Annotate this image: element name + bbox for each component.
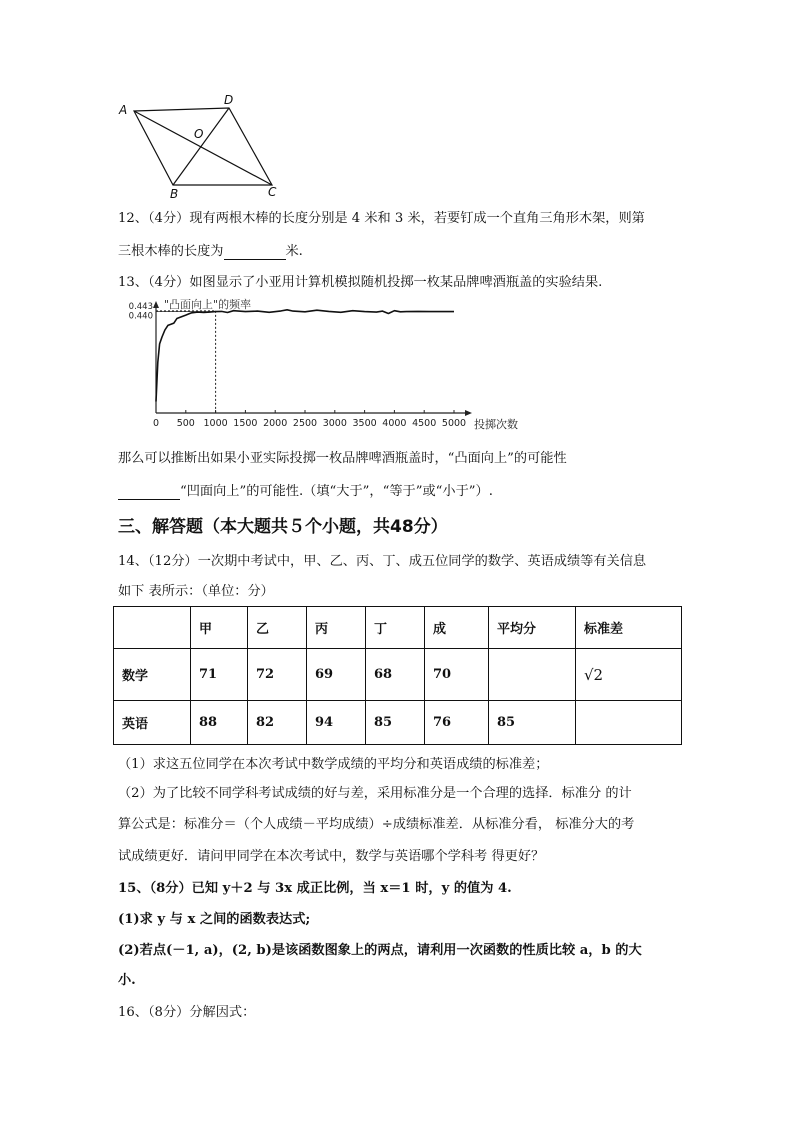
table-header-row [114, 607, 682, 649]
q12-line2-pre: 三根木棒的长度为 [118, 244, 224, 259]
table-header-cell: 平均分 [489, 607, 576, 649]
q13-line3 [118, 480, 493, 500]
table-cell: 94 [307, 701, 366, 745]
q13-line2: 那么可以推断出如果小亚实际投掷一枚品牌啤酒瓶盖时，“凸面向上”的可能性 [118, 451, 567, 466]
table-header-cell: 丙 [307, 607, 366, 649]
table-cell [576, 701, 682, 745]
y-tick-label: 0.440 [128, 311, 153, 322]
y-tick-label: 0.443 [128, 301, 153, 312]
table-cell: 85 [489, 701, 576, 745]
q15-line1: 15、（8分）已知 y＋2 与 3x 成正比例，当 x＝1 时，y 的值为 4. [118, 881, 512, 896]
score-table [113, 606, 682, 745]
x-tick-label: 2500 [292, 418, 318, 429]
table-cell: 71 [191, 649, 248, 701]
table-cell: 76 [425, 701, 489, 745]
label-o: O [194, 127, 204, 141]
q15-line4: 小. [118, 973, 136, 988]
label-d: D [224, 93, 234, 107]
q14-part2-line3: 试成绩更好．请问甲同学在本次考试中，数学与英语哪个学科考 得更好？ [118, 849, 545, 864]
table-cell: 72 [248, 649, 307, 701]
q14-part1: （1）求这五位同学在本次考试中数学成绩的平均分和英语成绩的标准差； [118, 757, 549, 772]
label-c: C [268, 185, 277, 199]
parallelogram-figure [115, 90, 285, 202]
x-tick-label: 2000 [263, 418, 288, 429]
x-tick-label: 4000 [382, 418, 407, 429]
table-header-cell [114, 607, 191, 649]
q12-line1: 12、（4分）现有两根木棒的长度分别是 4 米和 3 米，若要钉成一个直角三角形木架，则第 [118, 211, 645, 226]
section-title: 三、解答题（本大题共５个小题，共48分） [118, 517, 448, 537]
table-cell: 88 [191, 701, 248, 745]
q14-part2-line2: 算公式是：标准分＝（个人成绩－平均成绩）÷成绩标准差．从标准分看， 标准分大的考 [118, 817, 635, 832]
q15-line2: (1)求 y 与 x 之间的函数表达式; [118, 912, 311, 927]
q14-line2: 如下 表所示：（单位：分） [118, 584, 274, 599]
q14-line1: 14、（12分）一次期中考试中，甲、乙、丙、丁、成五位同学的数学、英语成绩等有关信息 [118, 554, 647, 569]
q16-line1: 16、（8分）分解因式： [118, 1005, 256, 1020]
x-tick-label: 4500 [412, 418, 437, 429]
x-tick-label: 5000 [441, 418, 467, 429]
table-cell: 数学 [114, 649, 191, 701]
x-tick-label: 3500 [352, 418, 377, 429]
table-header-cell: 标准差 [576, 607, 682, 649]
q13-line1: 13、（4分）如图显示了小亚用计算机模拟随机投掷一枚某品牌啤酒瓶盖的实验结果. [118, 275, 603, 290]
table-row-english [114, 701, 682, 745]
q12-answer-blank[interactable] [224, 244, 286, 260]
chart-title: "凸面向上"的频率 [164, 298, 252, 311]
table-cell: 68 [366, 649, 425, 701]
table-cell: 82 [248, 701, 307, 745]
frequency-chart [118, 295, 518, 440]
q14-part2-line1: （2）为了比较不同学科考试成绩的好与差，采用标准分是一个合理的选择．标准分 的计 [118, 786, 632, 801]
table-header-cell: 成 [425, 607, 489, 649]
table-header-cell: 丁 [366, 607, 425, 649]
q12-line2-post: 米. [285, 244, 303, 259]
q13-answer-blank[interactable] [118, 484, 180, 500]
q15-line3: (2)若点(－1, a)，(2, b)是该函数图象上的两点，请利用一次函数的性质比较 a，b 的大 [118, 943, 642, 958]
x-tick-label: 500 [176, 418, 195, 429]
q13-line3-post: “凹面向上”的可能性.（填“大于”，“等于”或“小于”）. [180, 484, 493, 499]
table-cell: 英语 [114, 701, 191, 745]
q12-line2 [118, 240, 303, 260]
x-tick-label: 1000 [203, 418, 228, 429]
x-axis-label: 投掷次数 [474, 418, 518, 431]
table-cell: 85 [366, 701, 425, 745]
table-cell [489, 649, 576, 701]
label-b: B [170, 187, 179, 201]
diagonal-bd [173, 108, 229, 185]
label-a: A [119, 103, 128, 117]
x-tick-label: 0 [152, 418, 160, 429]
table-cell: 69 [307, 649, 366, 701]
table-header-cell: 乙 [248, 607, 307, 649]
table-row-math [114, 649, 682, 701]
x-tick-label: 3000 [322, 418, 347, 429]
x-tick-label: 1500 [233, 418, 258, 429]
table-cell-sqrt2: √2 [576, 649, 682, 701]
y-axis-arrow [153, 301, 159, 308]
x-axis-arrow [465, 410, 472, 416]
table-header-cell: 甲 [191, 607, 248, 649]
frequency-series-line [156, 310, 454, 402]
table-cell: 70 [425, 649, 489, 701]
